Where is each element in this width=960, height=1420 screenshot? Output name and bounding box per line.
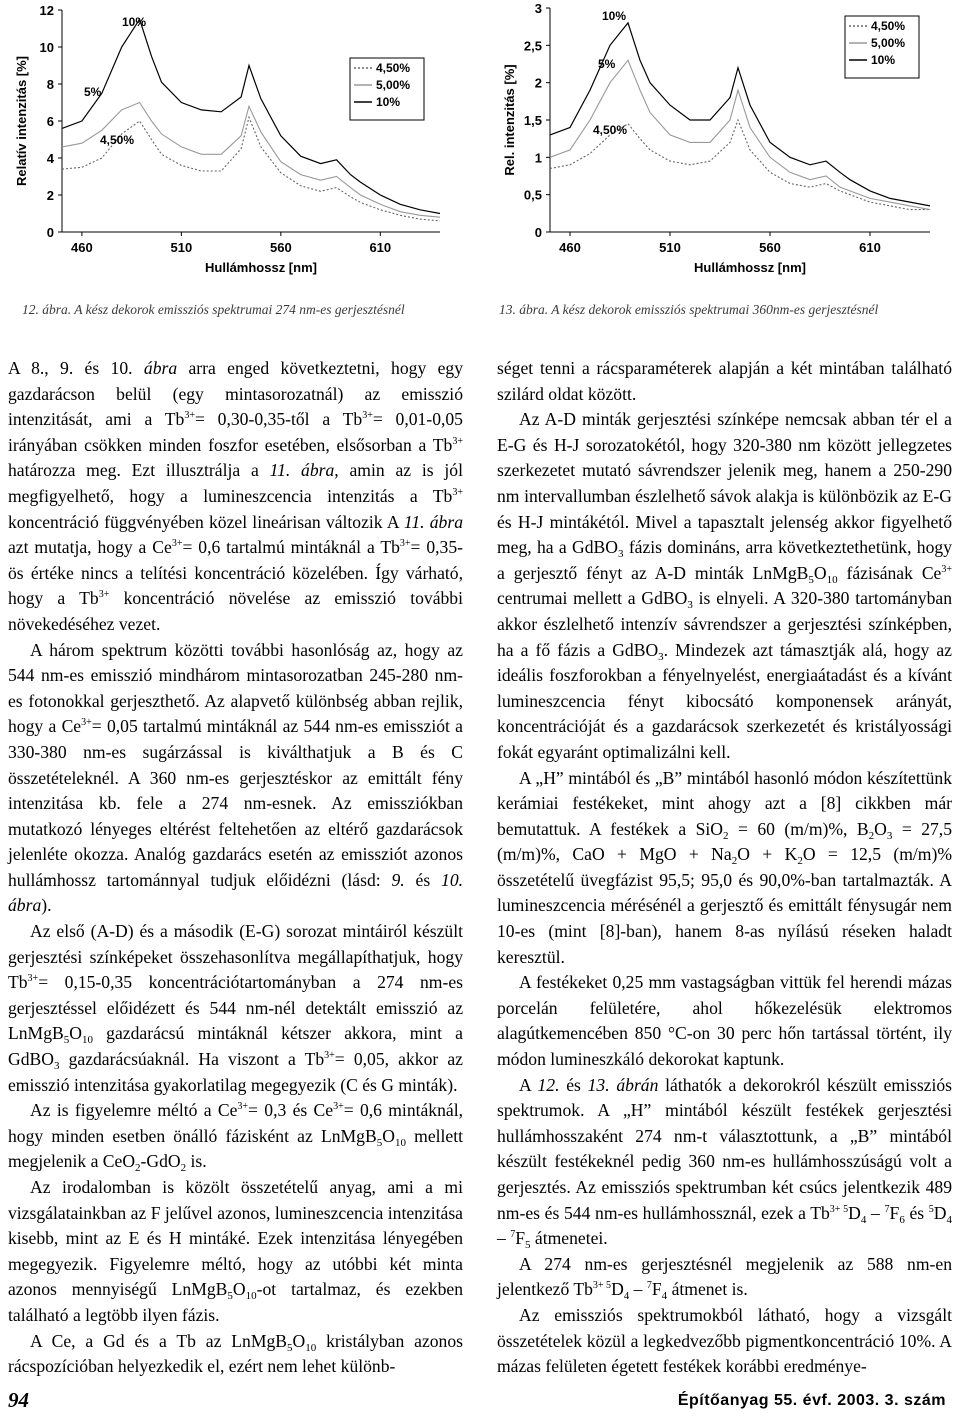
paragraph: Az első (A-D) és a második (E-G) sorozat mintáiról készült gerjesztési színképeket összehasonlítva megállapíthatjuk, hogy $Tb^{3+}= 0,15-0,35$ koncentrációtartományban a 274 nm-es gerjesztéssel előidézett és 544 nm-nél detektált emisszió az $LnMgB_5O_{10}$ gazdarácsú mintáknál kétszer akkora, mint a GdBO$_3$ gazdarácsúaknál. Ha viszont a $Tb^{3+}= 0,05$, akkor az emisszió intenzitása gyakorlatilag megegyezik (C és G minták). — [8, 921, 463, 1095]
x-tick-label: 510 — [170, 240, 193, 255]
curve-annotation: 10% — [602, 9, 627, 23]
legend-label: 4,50% — [376, 61, 411, 75]
curve-annotation: 4,50% — [100, 133, 135, 147]
paragraph: A 12. és 13. ábrán láthatók a dekorokról készült emissziós spektrumok. A „H” mintából készült festékek gerjesztési hullámhosszaként 274 nm-t választottunk, a „B” mintából készült festékeknél pedig 360 nm-es hullámhosszúságú volt a gerjesztés. Az emissziós spektrumban két csúcs jelentkezik 489 nm-es és 544 nm-es hullámhossznál, ezek a $Tb^{3+ 5}D_4 - ^7F_6$ és $^5D_4 - ^7F_5$ átmenetei. — [497, 1074, 953, 1252]
chart-13-svg — [490, 0, 960, 295]
y-axis-label: Relatív intenzitás [%] — [14, 55, 29, 187]
x-axis-label: Hullámhossz [nm] — [205, 260, 317, 275]
y-tick-label: 1,5 — [523, 113, 542, 128]
paragraph: Az irodalomban is közölt összetételű anyag, ami a mi vizsgálatainkban az F jelűvel azonos, lumineszcencia intenzitása kisebb, mint az E és H mintáké. Ezek intenzitása lényegében megegyezik. Figyelemre méltó, hogy az utóbbi két minta azonos mennyiségű $LnMgB_5O_{10}-ot$ tartalmaz, és ezekben található a legtöbb ilyen fázis. — [8, 1177, 463, 1325]
y-tick-label: 12 — [39, 3, 54, 18]
journal-footer: Építőanyag 55. évf. 2003. 3. szám — [677, 1392, 946, 1409]
y-tick-label: 6 — [46, 114, 54, 129]
left-column — [8, 356, 463, 1380]
y-axis-label: Rel. intenzitás [%] — [502, 64, 517, 176]
x-tick-label: 610 — [369, 240, 392, 255]
paragraph: A Ce, a Gd és a Tb az $LnMgB_5O_{10}$ kristályban azonos rácspozícióban helyezkedik el, ezért nem lehet különb- — [8, 1330, 463, 1377]
curve-annotation: 10% — [122, 15, 147, 29]
legend-label: 5,00% — [871, 36, 906, 50]
paragraph: A 8., 9. és 10. ábra arra enged következtetni, hogy egy gazdarácson belül (egy mintasorozatnál) az emisszió intenzitását, ami a $Tb^{3+}=$ 0,30-0,35-től a $Tb^{3+}= 0,01-0,05$ irányában csökken minden foszfor esetében, elsősorban a $Tb^{3+}$ határozza meg. Ezt illusztrálja a 11. ábra, amin az is jól megfigyelhető, hogy a lumineszcencia intenzitás a $Tb^{3+}$ koncentráció függvényében közel lineárisan változik A 11. ábra azt mutatja, hogy a $Ce^{3+}= 0,6$ tartalmú mintáknál a $Tb^{3+}=$ 0,35-ös értéke nincs a telítési koncentráció közelében. Így várható, hogy a $Tb^{3+}$ koncentráció növelése az emisszió további növekedéséhez vezet. — [8, 358, 463, 634]
right-column — [497, 356, 952, 1380]
y-tick-label: 8 — [46, 77, 54, 92]
legend-label: 4,50% — [871, 19, 906, 33]
y-tick-label: 4 — [46, 151, 54, 166]
y-tick-label: 0,5 — [523, 187, 542, 203]
legend-label: 10% — [376, 95, 401, 109]
page-number: 94 — [8, 1388, 29, 1412]
y-tick-label: 1 — [534, 150, 542, 166]
x-axis-label: Hullámhossz [nm] — [694, 260, 806, 275]
legend-label: 5,00% — [376, 78, 411, 92]
figure-12-caption: 12. ábra. A kész dekorok emissziós spektrumai 274 nm-es gerjesztésnél — [22, 302, 405, 317]
figure-12-chart — [0, 0, 490, 295]
curve-annotation: 4,50% — [593, 123, 628, 137]
y-tick-label: 2 — [46, 188, 54, 203]
paragraph: Az A-D minták gerjesztési színképe nemcsak abban tér el a E-G és H-J sorozatokétól, hogy 320-380 nm között jellegzetes szerkezetet mutató sávrendszer jelenik meg, hanem a 250-290 nm intervallumban észlelhető sávok alakja is különbözik az E-G és H-J mintákétól. Mivel a tapasztalt jelenség akkor figyelhető meg, ha a GdBO$_3$ fázis domináns, arra következtethetünk, hogy a gerjesztő fényt az A-D minták $LnMgB_5O_{10}$ fázisának $Ce^{3+}$ centrumai mellett a GdBO$_3$ is elnyeli. A 320-380 tartományban akkor észlelhető intenzív sávrendszer a gerjesztési színképben, ha a fő fázis a GdBO$_3$. Mindezek azt támasztják alá, hogy az ideális foszforokban a fényelnyelést, energiaátadást és a kívánt lumineszcencia fényt kibocsátó komponensek arányát, koncentrációját és a gazdarácsok szerkezetét és kristályossági fokát egyaránt optimalizálni kell. — [497, 409, 953, 762]
y-tick-label: 3 — [534, 1, 542, 16]
paragraph: A festékeket 0,25 mm vastagságban vittük fel herendi mázas porcelán felületére, ahol hőkezelésük elektromos alagútkemencében 850 °C-on 30 perc hőn tartással történt, ily módon lumineszkáló dekorokat kaptunk. — [497, 972, 952, 1070]
y-tick-label: 2 — [534, 75, 542, 91]
x-tick-label: 460 — [559, 240, 581, 255]
figure-13-caption: 13. ábra. A kész dekorok emissziós spektrumai 360nm-es gerjesztésnél — [499, 302, 879, 317]
chart-12-svg — [0, 0, 490, 295]
x-tick-label: 610 — [859, 240, 881, 255]
y-tick-label: 10 — [39, 40, 54, 55]
y-tick-label: 0 — [46, 225, 54, 240]
curve-annotation: 5% — [84, 85, 102, 99]
y-tick-label: 0 — [534, 225, 542, 240]
figure-13-chart — [490, 0, 960, 295]
x-tick-label: 560 — [269, 240, 292, 255]
paragraph: Az is figyelemre méltó a $Ce^{3+}= 0,3$ és $Ce^{3+}= 0,6$ mintáknál, hogy minden esetben önálló fázisként az $LnMgB_5O_{10}$ mellett megjelenik a CeO$_2$-GdO$_2$ is. — [8, 1100, 463, 1175]
x-tick-label: 560 — [759, 240, 781, 255]
x-tick-label: 460 — [71, 240, 93, 255]
y-tick-label: 2,5 — [523, 38, 542, 54]
x-tick-label: 510 — [659, 240, 681, 255]
paragraph: Az emissziós spektrumokból látható, hogy a vizsgált összetételek közül a legkedvezőbb pigmentkoncentráció 10%. A mázas felületen égetett festékek korábbi eredménye- — [497, 1304, 952, 1377]
paragraph: A három spektrum közötti további hasonlóság az, hogy az 544 nm-es emisszió mindhárom mintasorozatban 245-280 nm-es fotonokkal gerjeszthető. Az alapvető különbség abban rejlik, hogy a $Ce^{3+}= 0,05$ tartalmú mintáknál az 544 nm-es emissziót a 330-380 nm-es sugárzással is kiválthatjuk a B és C összetételeknél. A 360 nm-es gerjesztéskor az emittált fény intenzitása kb. fele a 274 nm-esnek. Az emissziókban mutatkozó lényeges eltérést feltehetően az eltérő gazdarácsok jelenléte okozza. Analóg gazdarács esetén az emissziót azonos hullámhossz tartománnyal tudjuk előidézni (lásd: 9. és 10. ábra). — [8, 639, 464, 916]
paragraph: A 274 nm-es gerjesztésnél megjelenik az 588 nm-en jelentkező $Tb^{3+ 5}D_4 - ^7F_4$ átmenet is. — [497, 1253, 952, 1303]
paragraph: A „H” mintából és „B” mintából hasonló módon készítettünk kerámiai festékeket, mint ahogy azt a [8] cikkben már bemutattuk. A festékek a SiO$_2$ = 60 (m/m)%, $B_2O_3 = 27,5$ (m/m)%, CaO + MgO + $Na_2O + K_2O = 12,5$ (m/m)% összetételű üvegfázist 95,5; 95,0 és 90,0%-ban tartalmazták. A lumineszcencia mérésénél a gerjesztő és emittált fénysugár nem 10-es (mint [8]-ban), hanem 8-as nyílású réseken haladt keresztül. — [497, 767, 953, 967]
curve-annotation: 5% — [598, 57, 616, 71]
legend-label: 10% — [871, 53, 896, 67]
paragraph: séget tenni a rácsparaméterek alapján a két mintában található szilárd oldat között. — [497, 358, 952, 404]
